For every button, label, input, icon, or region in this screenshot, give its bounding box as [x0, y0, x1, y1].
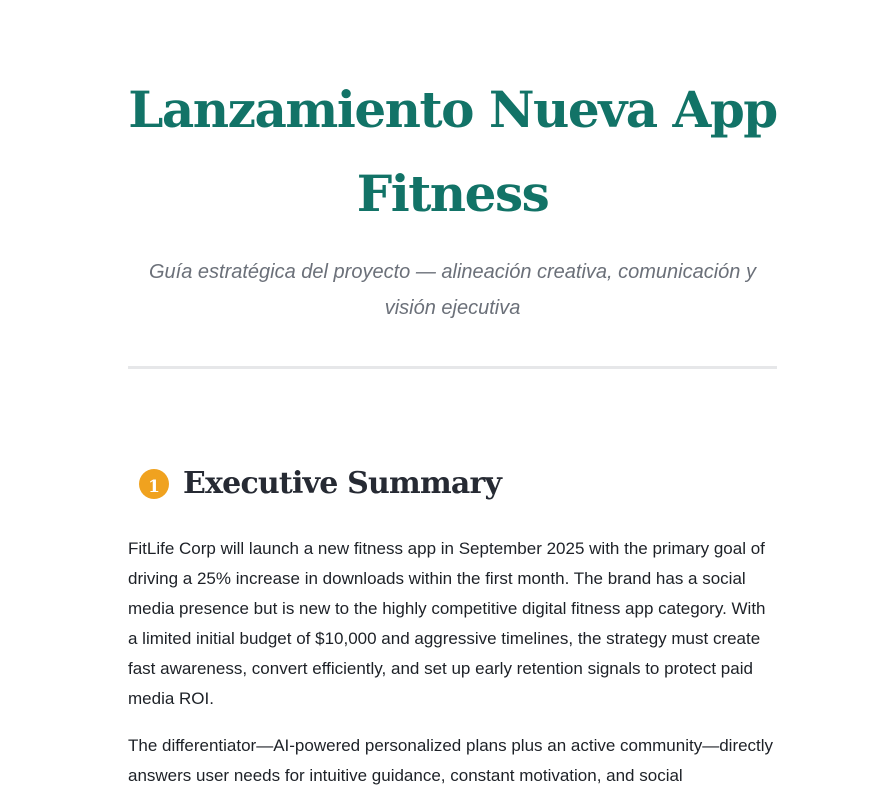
summary-paragraph: The differentiator—AI-powered personalized plans plus an active community—directly answers user needs for intuitive guidance, constant motivation, and social [128, 736, 774, 785]
document-page [128, 0, 777, 791]
title-divider [128, 366, 777, 369]
section-header-executive-summary [128, 464, 777, 504]
summary-paragraph: FitLife Corp will launch a new fitness app in September 2025 with the primary goal of driving a 25% increase in downloads within the first month. The brand has a social media presence but is new to the highly competitive digital fitness app category. With a limited initial budget of $10,000 and aggressive timelines, the strategy must create fast awareness, convert efficiently, and set up early retention signals to protect paid media ROI. [128, 539, 766, 708]
document-subtitle: Guía estratégica del proyecto — alineación creativa, comunicación y visión ejecutiva [149, 261, 756, 319]
document-title: Lanzamiento Nueva App Fitness [128, 80, 777, 223]
section-title: Executive Summary [183, 466, 502, 501]
section-number-badge: 1 [139, 469, 169, 499]
